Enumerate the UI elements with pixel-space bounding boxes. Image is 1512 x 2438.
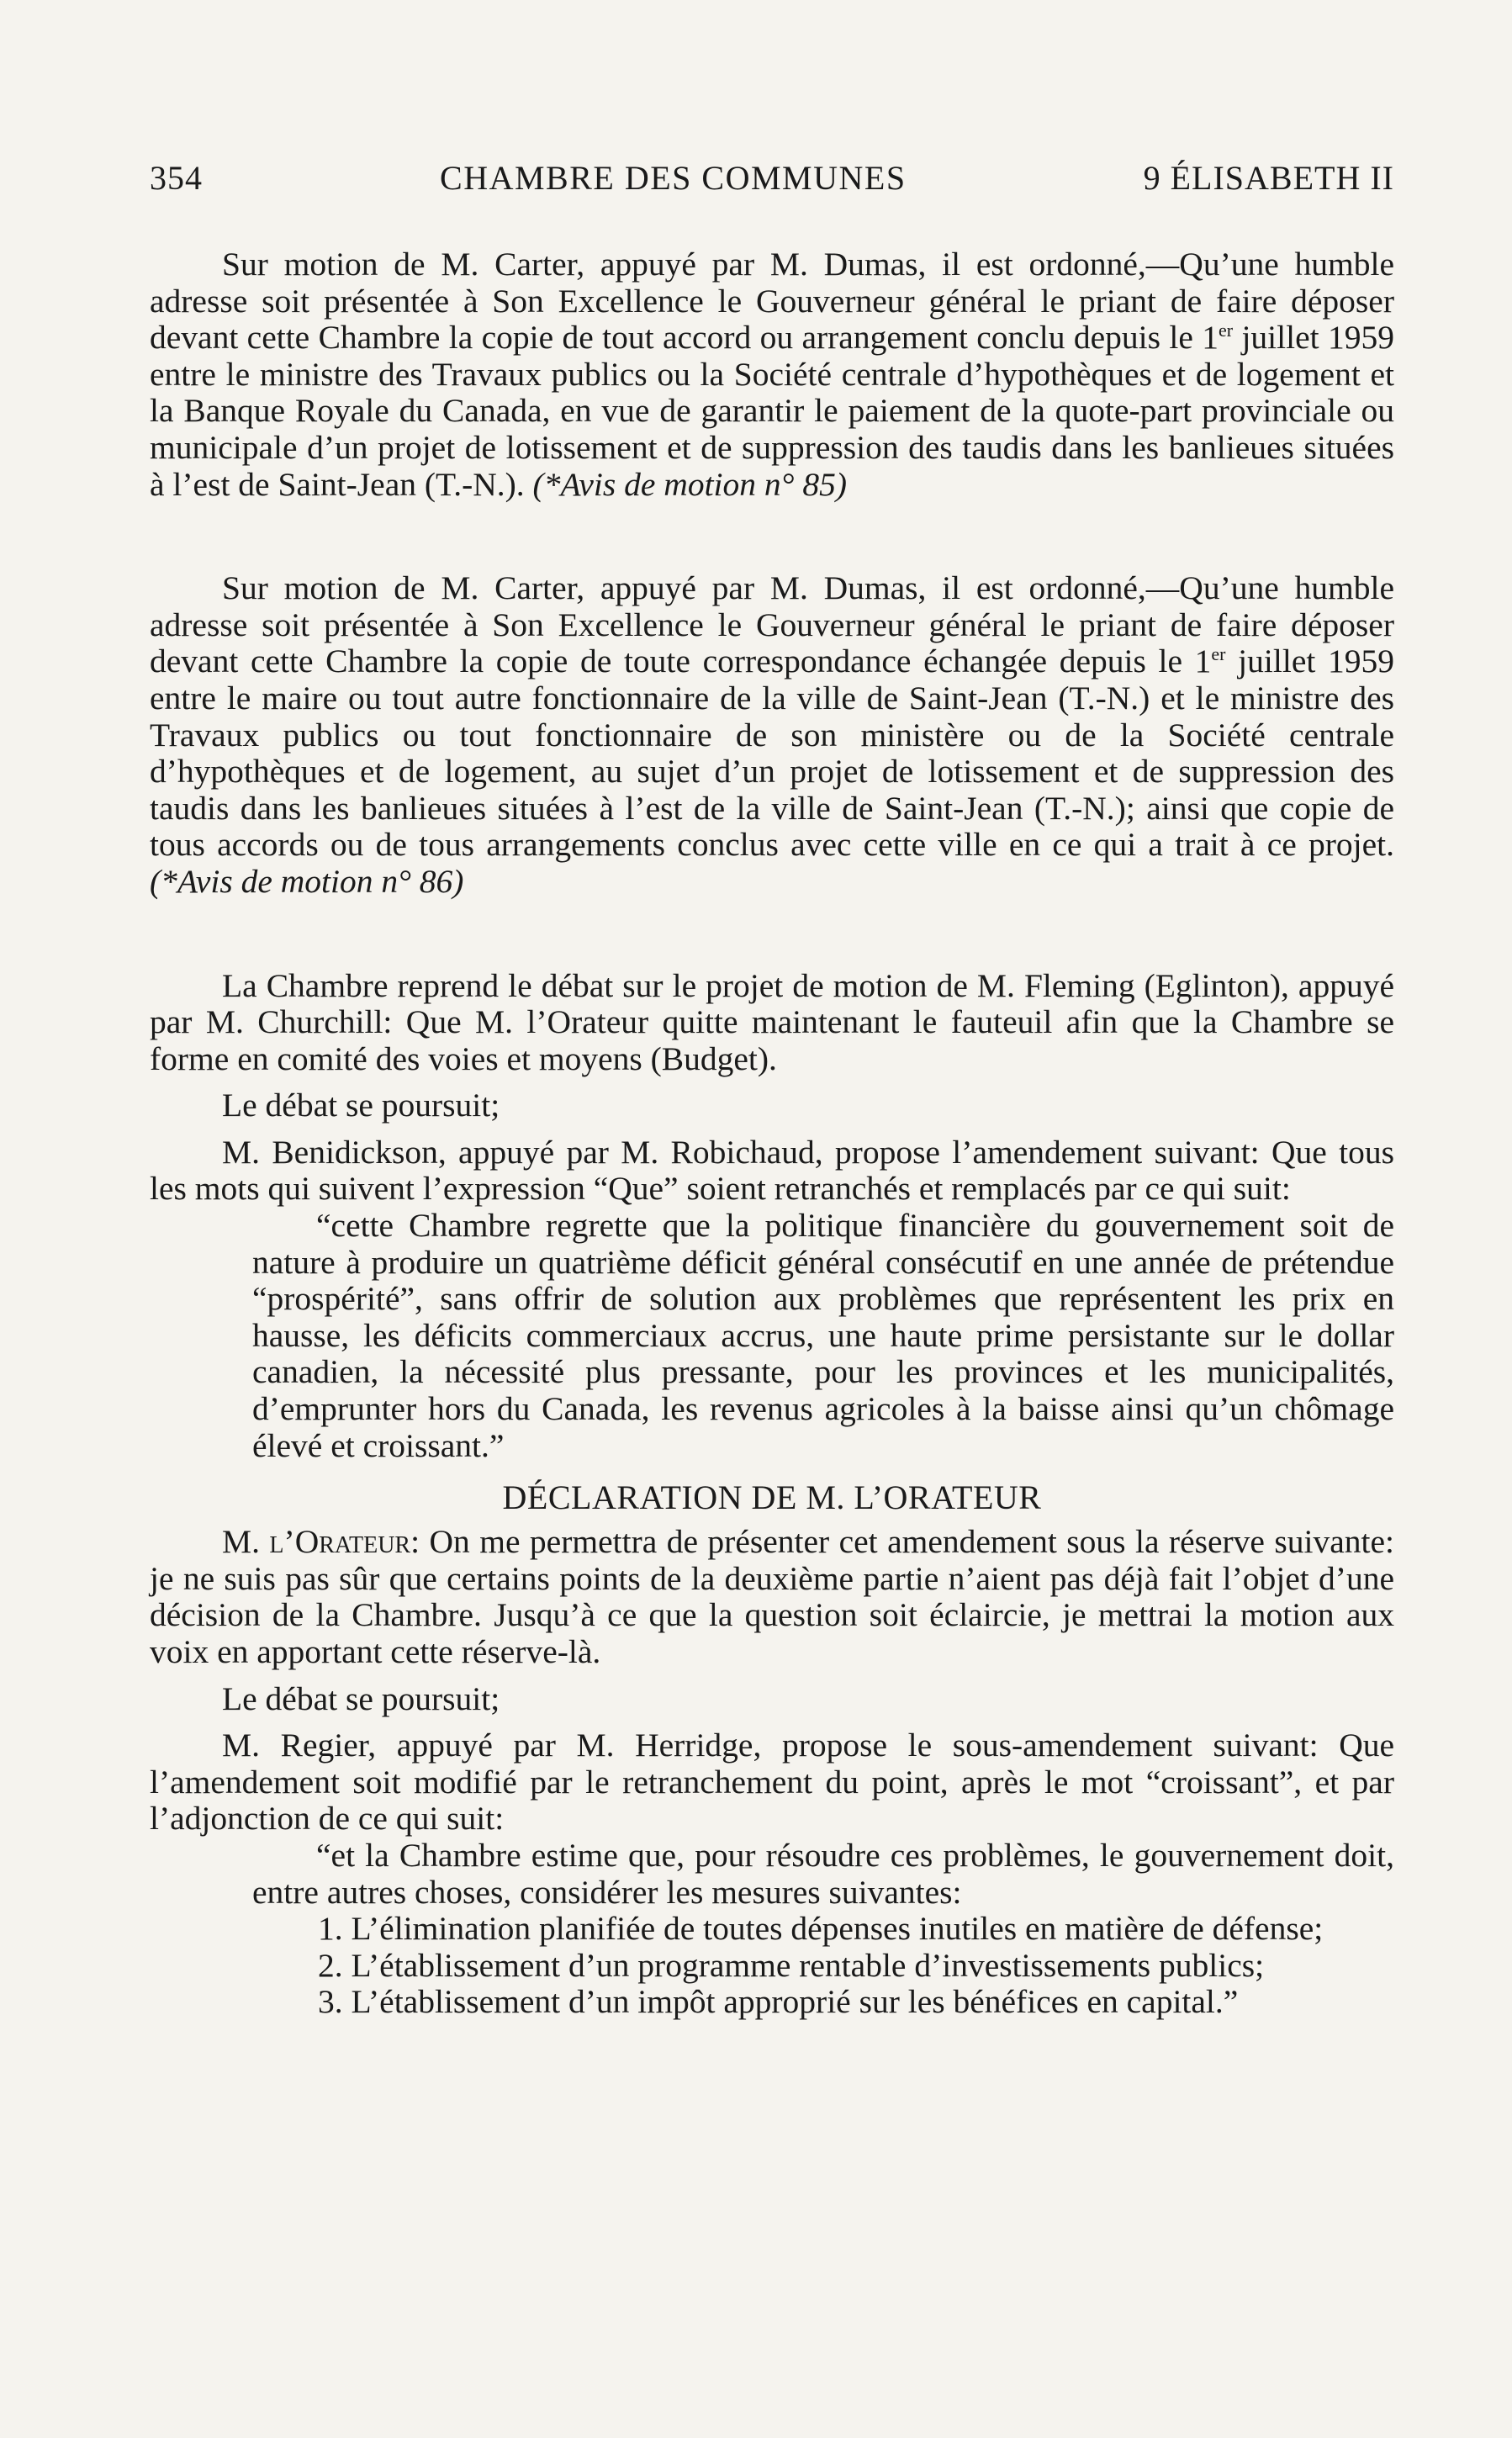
amendment-intro: M. Benidickson, appuyé par M. Robichaud, propose l’amendement suivant: Que tous les mots qui suivent l’expression “Que” soient retranchés et remplacés par ce qui suit: xyxy=(150,1133,1394,1208)
motion-85-paragraph: Sur motion de M. Carter, appuyé par M. Dumas, il est ordonné,—Qu’une humble adresse soit présentée à Son Excellence le Gouverneur général le priant de faire déposer devant cette Chambre la copie de tout accord ou arrangement conclu depuis le 1er juillet 1959 entre le ministre des Travaux publics ou la Société centrale d’hypothèques et de logement et la Banque Royale du Canada, en vue de garantir le paiement de la quote-part provinciale ou municipale d’un projet de lotissement et de suppression des taudis dans les banlieues situées à l’est de Saint-Jean (T.-N.). (*Avis de motion n° 85) xyxy=(150,246,1394,503)
page-number: 354 xyxy=(150,159,203,197)
list-item: 2. L’établissement d’un programme rentable d’investissements publics; xyxy=(318,1946,1265,1984)
debate-continues: Le débat se poursuit; xyxy=(222,1087,500,1124)
section-title: DÉCLARATION DE M. L’ORATEUR xyxy=(502,1478,1042,1517)
speaker-statement: M. l’Orateur: On me permettra de présenter cet amendement sous la réserve suivante: je ne suis pas sûr que certains points de la deuxième partie n’aient pas déjà fait l’objet d’une décision de la Chambre. Jusqu’à ce que la question soit éclaircie, je mettrai la motion aux voix en apportant cette réserve-là. xyxy=(150,1523,1394,1670)
debate-resume-paragraph: La Chambre reprend le débat sur le projet de motion de M. Fleming (Eglinton), appuyé par M. Churchill: Que M. l’Orateur quitte maintenant le fauteuil afin que la Chambre se forme en comité des voies et moyens (Budget). xyxy=(150,966,1394,1077)
debate-continues: Le débat se poursuit; xyxy=(222,1679,500,1717)
motion-86-paragraph: Sur motion de M. Carter, appuyé par M. Dumas, il est ordonné,—Qu’une humble adresse soit présentée à Son Excellence le Gouverneur général le priant de faire déposer devant cette Chambre la copie de toute correspondance échangée depuis le 1er juillet 1959 entre le maire ou tout autre fonctionnaire de la ville de Saint-Jean (T.-N.) et le ministre des Travaux publics ou tout fonctionnaire de son ministère ou de la Société centrale d’hypothèques et de logement, au sujet d’un projet de lotissement et de suppression des taudis dans les banlieues situées à l’est de la ville de Saint-Jean (T.-N.); ainsi que copie de tous accords ou de tous arrangements conclus avec cette ville en ce qui a trait à ce projet. (*Avis de motion n° 86) xyxy=(150,569,1395,900)
list-item: 1. L’élimination planifiée de toutes dépenses inutiles en matière de défense; xyxy=(318,1910,1324,1948)
superscript-er: er xyxy=(1211,643,1226,665)
motion-86-note: (*Avis de motion n° 86) xyxy=(150,862,464,900)
amendment-quote: “cette Chambre regrette que la politique financière du gouvernement soit de nature à produire un quatrième déficit général consécutif en une année de prétendue “prospérité”, sans offrir de solution aux problèmes que représentent les prix en hausse, les déficits commerciaux accrus, une haute prime persistante sur le dollar canadien, la nécessité plus pressante, pour les provinces et les municipalités, d’emprunter hors du Canada, les revenus agricoles à la baisse ainsi qu’un chômage élevé et croissant.” xyxy=(252,1207,1394,1464)
speaker-name: M. l’Orateur: xyxy=(222,1523,420,1561)
running-header xyxy=(150,158,1394,198)
superscript-er: er xyxy=(1219,320,1234,341)
regnal-year: 9 ÉLISABETH II xyxy=(1143,159,1394,197)
list-item: 3. L’établissement d’un impôt approprié sur les bénéfices en capital.” xyxy=(318,1983,1239,2021)
subamendment-quote: “et la Chambre estime que, pour résoudre ces problèmes, le gouvernement doit, entre autres choses, considérer les mesures suivantes: xyxy=(252,1836,1394,1911)
journal-title: CHAMBRE DES COMMUNES xyxy=(440,159,907,197)
motion-85-note: (*Avis de motion n° 85) xyxy=(532,465,847,503)
subamendment-intro: M. Regier, appuyé par M. Herridge, propose le sous-amendement suivant: Que l’amendement soit modifié par le retranchement du point, après le mot “croissant”, et par l’adjonction de ce qui suit: xyxy=(150,1727,1394,1838)
